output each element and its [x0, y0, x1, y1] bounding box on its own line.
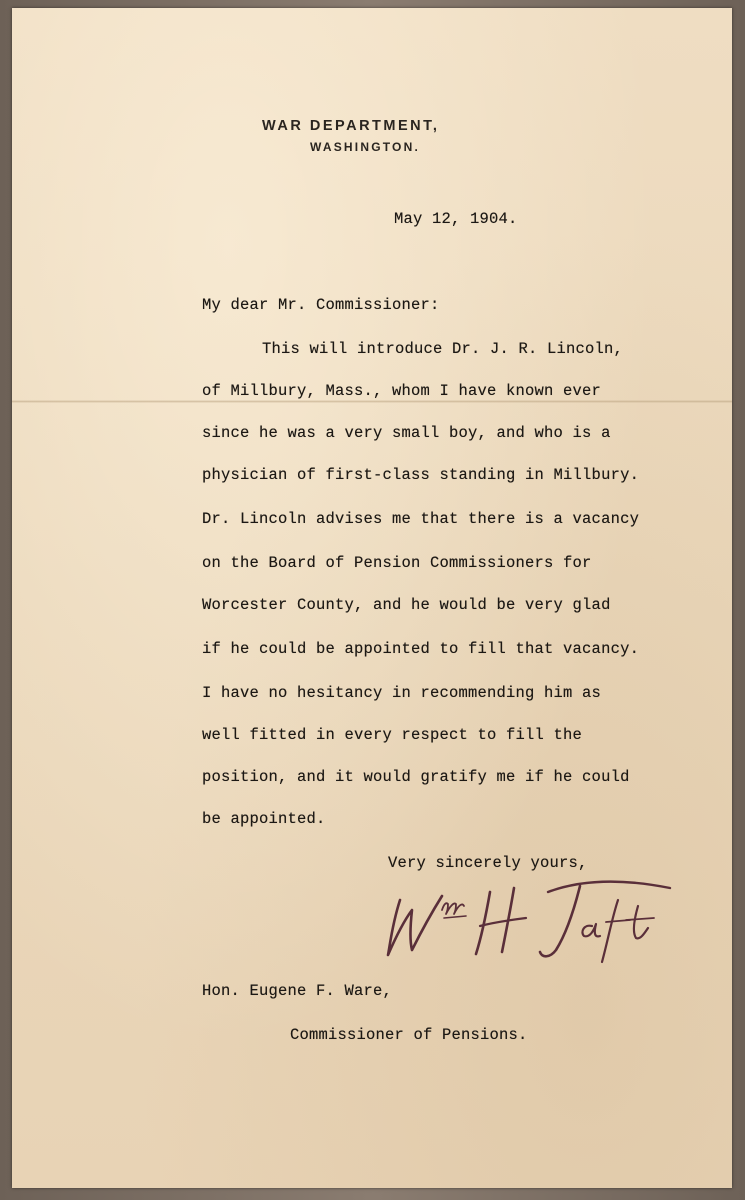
body-line: on the Board of Pension Commissioners for — [202, 554, 592, 572]
body-line: since he was a very small boy, and who is a — [202, 424, 611, 442]
letter-page — [12, 8, 732, 1188]
handwritten-signature — [380, 870, 680, 970]
body-line: be appointed. — [202, 810, 326, 828]
body-line: This will introduce Dr. J. R. Lincoln, — [262, 340, 624, 358]
body-line: if he could be appointed to fill that vacancy. — [202, 640, 640, 658]
body-line: I have no hesitancy in recommending him as — [202, 684, 602, 702]
body-line: position, and it would gratify me if he could — [202, 768, 630, 786]
body-line: Worcester County, and he would be very glad — [202, 596, 611, 614]
body-line: physician of first-class standing in Millbury. — [202, 466, 640, 484]
body-line: of Millbury, Mass., whom I have known ever — [202, 382, 602, 400]
letterhead-city: WASHINGTON. — [310, 140, 420, 154]
body-line: well fitted in every respect to fill the — [202, 726, 583, 744]
paper-fold-crease — [12, 400, 732, 403]
addressee-name: Hon. Eugene F. Ware, — [202, 982, 393, 1000]
letter-date: May 12, 1904. — [394, 210, 518, 228]
salutation: My dear Mr. Commissioner: — [202, 296, 440, 314]
addressee-title: Commissioner of Pensions. — [290, 1026, 528, 1044]
body-line: Dr. Lincoln advises me that there is a vacancy — [202, 510, 640, 528]
closing: Very sincerely yours, — [388, 854, 588, 872]
letterhead-department: WAR DEPARTMENT, — [262, 118, 440, 134]
